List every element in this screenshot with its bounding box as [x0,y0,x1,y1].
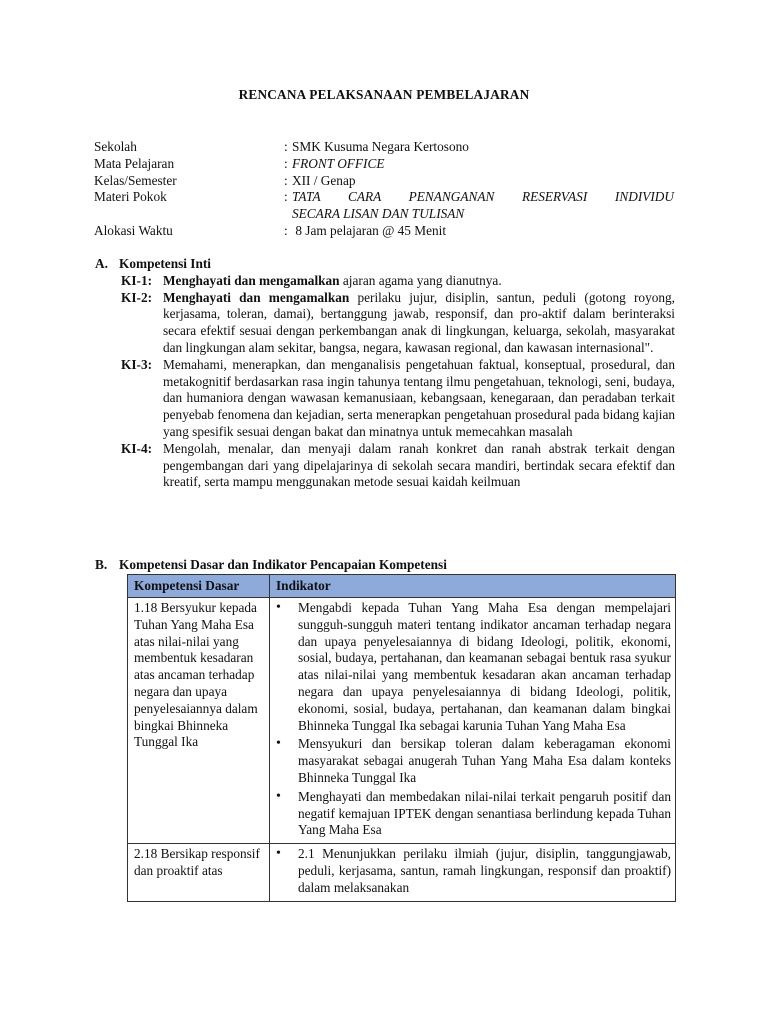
info-row-sekolah [94,139,674,156]
kd-indicator-table [127,574,676,902]
ki-1 [121,273,675,290]
table-header-row [128,575,676,598]
section-a-letter: A. [95,256,108,271]
info-colon: : [284,222,288,238]
indicator-item: • 2.1 Menunjukkan perilaku ilmiah (jujur, disiplin, tanggungjawab, peduli, kerjasama, santun, ramah lingkungan, responsif dan proaktif) dalam melaksanakan [298,846,671,896]
section-a-title: Kompetensi Inti [119,256,211,271]
indicator-item: • Mensyukuri dan bersikap toleran dalam keberagaman ekonomi masyarakat sebagai anugerah Tuhan Yang Maha Esa dalam konteks Bhinneka Tunggal Ika [298,736,671,786]
ki-4-text: Mengolah, menalar, dan menyaji dalam ranah konkret dan ranah abstrak terkait dengan pengembangan dari yang dipelajarinya di sekolah secara mandiri, bertindak secara efektif dan kreatif, serta mampu menggunakan metode sesuai kaidah keilmuan [163,440,675,490]
ki-2-code: KI-2: [121,289,153,305]
ki-2 [121,290,675,357]
section-kompetensi-inti [95,256,675,491]
ki-1-bold: Menghayati dan mengamalkan [163,272,340,288]
info-value-kelas: XII / Genap [292,172,356,188]
info-colon: : [284,189,288,205]
section-b-letter: B. [95,557,108,572]
info-label-alokasi: Alokasi Waktu [94,222,173,238]
header-kompetensi-dasar: Kompetensi Dasar [128,575,270,598]
header-indikator: Indikator [270,575,676,598]
ki-3 [121,357,675,441]
info-colon: : [284,139,288,154]
ki-2-text [163,290,675,357]
section-b-heading [95,557,675,574]
info-label-materi: Materi Pokok [94,189,167,205]
ki-4-code: KI-4: [121,440,153,456]
table-row [128,598,676,844]
info-label-kelas: Kelas/Semester [94,172,177,188]
ki-2-rest: perilaku jujur, disiplin, santun, peduli (gotong royong, kerjasama, toleran, damai), bertanggung jawab, responsif, dan pro-aktif dalam berinteraksi secara efektif sesuai dengan perkembangan anak di lingkungan, keluarga, sekolah, masyarakat dan lingkungan alam sekitar, bangsa, negara, kawasan regional, dan kawasan internasional". [163,289,675,355]
ki-1-text [163,273,675,290]
ki-1-code: KI-1: [121,272,153,288]
ki-2-bold: Menghayati dan mengamalkan [163,289,350,305]
kd-text: 1.18 Bersyukur kepada Tuhan Yang Maha Esa atas nilai-nilai yang membentuk kesadaran atas ancaman terhadap negara dan upaya penyelesaiannya dalam bingkai Bhinneka Tunggal Ika [134,600,258,750]
materi-line-1: TATA CARA PENANGANAN RESERVASI INDIVIDU [292,189,674,205]
section-kompetensi-dasar [95,557,675,574]
info-label-sekolah: Sekolah [94,139,137,154]
ki-3-code: KI-3: [121,356,153,372]
kd-cell [128,844,270,901]
info-row-alokasi [94,223,674,240]
indicator-cell [270,844,676,901]
info-row-materi [94,189,674,223]
info-row-mapel [94,156,674,173]
info-value-alokasi: 8 Jam pelajaran @ 45 Menit [292,222,447,238]
section-b-title: Kompetensi Dasar dan Indikator Pencapaian Kompetensi [119,557,447,572]
table-row [128,844,676,901]
indicator-list [270,598,675,843]
info-colon: : [284,172,288,188]
info-value-mapel: FRONT OFFICE [292,155,385,171]
kd-text: 2.18 Bersikap responsif dan proaktif atas [134,846,260,878]
info-label-mapel: Mata Pelajaran [94,155,175,171]
info-value-materi [292,189,674,223]
indicator-cell [270,598,676,844]
kd-cell [128,598,270,844]
ki-3-text: Memahami, menerapkan, dan menganalisis pengetahuan faktual, konseptual, prosedural, dan metakognitif berdasarkan rasa ingin tahunya tentang ilmu pengetahuan, teknologi, seni, budaya, dan humaniora dengan wawasan kemanusiaan, kebangsaan, kenegaraan, dan peradaban terkait penyebab fenomena dan kejadian, serta menerapkan pengetahuan prosedural pada bidang kajian yang spesifik sesuai dengan bakat dan minatnya untuk memecahkan masalah [163,356,675,439]
materi-line-2: SECARA LISAN DAN TULISAN [292,206,465,222]
info-colon: : [284,155,288,171]
identity-block [94,139,674,240]
section-a-heading [95,256,675,273]
ki-4 [121,441,675,491]
indicator-item: • Mengabdi kepada Tuhan Yang Maha Esa dengan mempelajari sungguh-sungguh materi tentang indikator ancaman terhadap negara dan upaya penyelesaiannya di bidang Ideologi, politik, ekonomi, sosial, budaya, pertahanan, dan keamanan sebagai bentuk rasa syukur atas nilai-nilai yang membentuk kesadaran akan ancaman terhadap negara dan upaya penyelesaiannya di bidang Ideologi, politik, ekonomi, sosial, budaya, pertahanan, dan keamanan dalam bingkai Bhinneka Tunggal Ika sebagai karunia Tuhan Yang Maha Esa [298,600,671,734]
info-value-sekolah: SMK Kusuma Negara Kertosono [292,139,469,154]
info-row-kelas [94,173,674,190]
document-title: RENCANA PELAKSANAAN PEMBELAJARAN [238,87,530,102]
ki-1-rest: ajaran agama yang dianutnya. [339,272,502,288]
indicator-item: • Menghayati dan membedakan nilai-nilai terkait pengaruh positif dan negatif kemajuan IPTEK dengan senantiasa berlindung kepada Tuhan Yang Maha Esa [298,789,671,839]
indicator-list [270,844,675,900]
